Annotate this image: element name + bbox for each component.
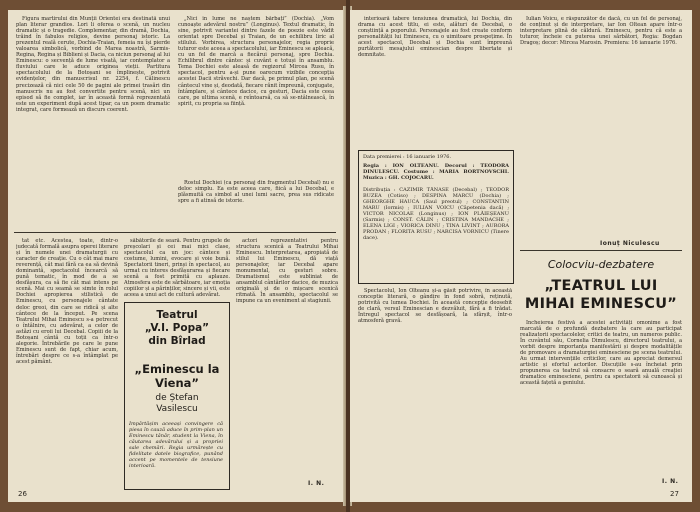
premiere-date: Data premierei : 16 ianuarie 1976.: [363, 154, 452, 160]
article-text-left-col1: Figura martirului din Munții Orientei era destinată unui plan literar grandios. Lori li oferea o scenă, un nucleu dramatic și o tragedie. Complementar, din dramă, Dochia, trăind în fabulos religios, devine personaj istoric. La prezentul reală cerute, Dochia-Traian, femeia nu își pierde valoarea simbolică, vorbind de Marea noastră, Sarmis-Regina, Regina și Biblieni și Dacia, ca niciun personaj al lui Eminescu: o secvență de lume visată, iar contemplator a fluviului care le aduce originea vieții. Partitura spectacolului de la Botoșani se împlinește, potrivit evidențelor, din manuscrisul nr. 2254, f. Călinescu precizează că nici cele 50 de pagini ale primei trasări din manuscris nu au fost convertite pentru scenă, nici un episod să fie complet, iar în această formă reprezentată este un experiment după acest tipar, ca un poem dramatic integrat, care formează un discurs coerent.: [16, 16, 170, 113]
article-text-right-col1: interioară tabere tensiunea dramatică, lui Dochia, din drama cu acest titlu, ei este, alături de Decebal, o conștiință a poporului. Personajele au fost create conform personalității lui Eminescu, cu o uimitoare prospețime. În acest spectacol, Decebal și Dochia sunt împreună purtătorii mesajului eminescian despre libertate și demnitate.: [358, 16, 512, 59]
signature-right: Ionuț Niculescu: [600, 240, 660, 247]
cast-list: Distribuția : CAZIMIR TĂNASE (Decebal) ; TEODOR BUZEA (Cotiso) ; DESPINA MARCU (Dochia) ; GHEORGHE HAUCA (Saul preotul) ; CONSTANTIN MARU (Iormis) ; IULIAN VOICU (Căpetenia dacă) ; VICTOR NICOLAE (Longinus) ; ION PLĂIEȘEANU (Sarmis) ; CONST. CĂLIN ; CRISTINA MANDACHE ; ELENA LIGI ; VIORICA DINU ; TINA LIVINT ; AURORA PRODAN ; FLORITA RUSU ; NARCISA VORNICU (Tinere dace).: [363, 187, 509, 241]
page-number-left: 26: [18, 490, 27, 498]
promo-theatre-line1: Teatrul: [156, 309, 198, 321]
production-credits: Regia : ION OLTEANU. Decorul : TEODORA DINULESCU. Costume : MARIA BORTNOVSCHI. Muzica : GH. COJOCARU.: [363, 163, 509, 181]
section-divider-right: [520, 250, 682, 251]
right-page: [350, 10, 692, 502]
article-text-left-bottom-col3: actori reprezentativi pentru structura scenică a Teatrului Mihai Eminescu. Interpretarea, apropiată de stilul lui Eminescu, dă viață personajelor, iar Decebal apare monumental, cu gesturi sobre. Dramatismul este subliniat de ansamblul cântărilor dacice, de muzica originală și de o mișcare scenică ritmată. În ansamblu, spectacolul se impune ca un eveniment al stagiunii.: [236, 238, 338, 305]
signature-right-bottom: I. N.: [662, 478, 679, 485]
article-text-left-col2-mid: Rostul Dochiei (ca personaj din fragmentul Decebal) nu e deloc simplu. Ea este aceea care, fiică a lui Decebal, e plăsmuită ca simbol al unei lumi sacre, prea sus ridicate spre a fi atinsă de istorie.: [178, 180, 334, 205]
promo-theatre-line3: din Bîrlad: [148, 335, 206, 347]
article-text-left-bottom-col2: săbătorile de seară. Pentru grupele de preșcolari și cei mai mici clase, spectacolul ca un joc: cântece și costume, lumini, evocare și voie bună. Spectatorii tineri, prinși în spectacol, au urmat cu interes desfășurarea și fiecare scenă a fost primită cu aplauze. Atmosfera este de sărbătoare, iar emoția copiilor și a părinților, sincere și vii, este aceea a unui act de cultură adevărat.: [124, 238, 230, 298]
section-title-line2: MIHAI EMINESCU”: [524, 296, 678, 312]
promo-box: [124, 302, 230, 490]
promo-blurb: Impărtășim aceeași convingere că piesa în cauză aduce în prim-plan un Eminescu tânăr, student la Viena, în căutarea adevărului și a propriei sale chemări. Regia urmărește cu fidelitate datele biografice, punând accent pe momentele de tensiune interioară.: [129, 421, 223, 469]
article-text-right-col2: Iulian Voicu, e răspunzător de dacă, cu un fel de personaj, de conținut și de interpretare, iar Ion Oltean apare într-o interpretare plină de căldură. Eminescu, pentru că este a tuturor, încheie cu puterea unei sărbători, Regia: Bogdan Dragoș; decor: Mircea Marosin. Premiera: 16 ianuarie 1976.: [520, 16, 682, 47]
credits-box: [358, 150, 514, 284]
promo-play-line2: Viena”: [155, 376, 199, 390]
article-text-right-bottom-col2: Încheierea festivă a acestei activități omonime a fost marcată de o profundă dezbatere la care au participat realizatorii spectacolelor, critici de teatru, un numeros public. În cuvântul său, Cornelia Dimulescu, directorul teatrului, a vorbit despre importanța manifestării și despre modalitățile de promovare a dramaturgiei eminesciene pe scena teatrului. Au urmat intervențiile criticilor, care au apreciat demersul artistic și efortul actorilor. Discuțiile s-au încheiat prin propunerea ca teatrul să consacre o seară anuală creației dramatice eminesciene, pentru ca spectatorii să cunoască și această fațetă a geniului.: [520, 320, 682, 387]
left-page: [8, 10, 346, 502]
page-number-right: 27: [670, 490, 679, 498]
section-kicker: Colocviu-dezbatere: [547, 258, 655, 271]
article-text-left-col2: „Nici în lume ne naștem bărbați” (Dochia). „Vom cunoaște adevărul nostru” (Longinus). Textul dramatic, în sine, potrivit variantei dintre fazele de poezie este vădit orientat spre Decebal și Traian, de un echilibru liric al stilului. Vorbirea, structura personajelor, regia proprie tuturor este aceea a spectacolului, iar Eminescu se apleacă, cu un fel de marcă a fiecărui personaj, spre Dochia. Echilibrul dintre cântec și cuvânt e totuși în ansamblu. Tema Dochiei este aleasă de regizorul Mircea Rusu, în spectacol, pentru a-și pune oarecum vizibile concepția acestei Dacii străvechi. Dar dacă, pe primul plan, pe scenă cântecul vine și, deodată, fiecare rănit împreună, conjugate, întâmplare, și cântece dacice, cu gesturi, Dacia este ceea care, pe ultima scenă, e reîntoarsă, ca să se-ntâlnească, în spirit, cu propria sa ființă.: [178, 16, 334, 107]
promo-theatre-line2: „V.I. Popa”: [144, 322, 210, 334]
article-text-right-mid-col1: Spectacolul, Ion Olteanu și-a găsit potrivire, în această conceptie literară, o gândire în fond sobră, reținută, potrivită cu lumea Dochiei. În această concepție deosebit de clară, versul Eminescian e dezvăluit, fără a fi trădat. Întregul spectacol se desfășoară, la sfârșit, într-o atmosferă gravă.: [358, 288, 512, 325]
signature-left: I. N.: [308, 480, 325, 487]
promo-play-line1: „Eminescu la: [134, 362, 220, 376]
section-divider: [14, 232, 336, 233]
promo-author-line2: Vasilescu: [156, 404, 198, 414]
article-text-left-bottom-col1: tat etc. Acestea, toate, dintr-o judecată formală asupra operei literare și în numele unei dramaturgii cu caracter de creație. Cu o cât mai mare reverență, cât mai fără ca ea să devină dominantă, spectacolul încearcă să pună tematic, în mod de a se desfășura, ca să fie cât mai intens pe scenă. Mai cu seamă se simte în rolul Dochiei apropierea stilistică de Eminescu, cu personajele cântate deloc greoi, din care se ridică și alte cântece de la început. Pe scena Teatrului Mihai Eminescu s-a petrecut o întâlnire, cu adevărat, a celor de astăzi cu eroii lui Decebal. Copiii de la Botoșani cântă cu toții ca într-o alegorie. Întrebările pe care le pune Eminescu sunt de fapt, chiar acum, întrebări despre ce s-a întâmplat pe acest pământ.: [16, 238, 118, 365]
section-title-line1: „TEATRUL LUI: [544, 278, 658, 294]
promo-author-line1: de Ștefan: [155, 393, 199, 403]
